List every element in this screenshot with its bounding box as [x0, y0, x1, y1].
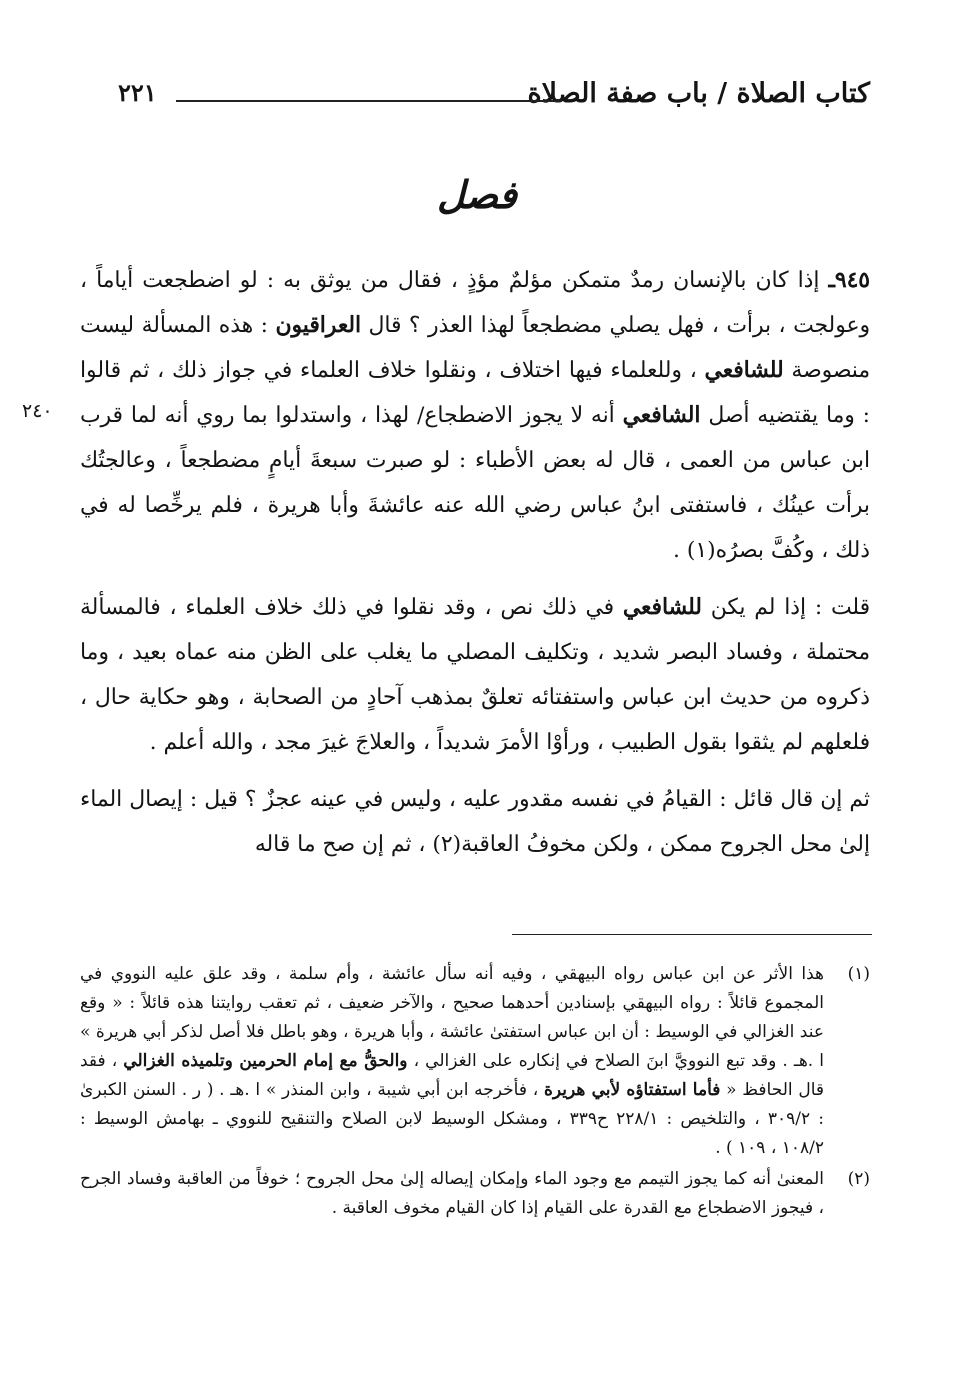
- footnote: [80, 960, 870, 1163]
- text-run: : هذه المسألة ليست منصوصة: [80, 313, 870, 383]
- margin-page-reference: ٢٤٠: [22, 400, 53, 422]
- bold-term: العراقيون: [275, 313, 362, 338]
- footnote-separator: [512, 934, 872, 935]
- text-run: في ذلك نص ، وقد نقلوا في ذلك خلاف العلماء ، فالمسألة محتملة ، وفساد البصر شديد ، وتكليف المصلي ما يغلب على الظن منه عماه بعيد ، وما ذكروه من حديث ابن عباس واستفتائه تعلقٌ بمذهب آحادٍ من الصحابة ، وهو حكاية حال ، فلعلهم لم يثقوا بقول الطبيب ، ورأوْا الأمرَ شديداً ، والعلاجَ غيرَ مجد ، والله أعلم .: [80, 595, 870, 755]
- page-number: ٢٢١: [118, 78, 157, 107]
- bold-term: للشافعي: [622, 595, 702, 620]
- text-run: أنه لا يجوز الاضطجاع/ لهذا ، واستدلوا بما روي أنه لما قرب ابن عباس من العمى ، قال له بعض الأطباء : لو صبرت سبعةَ أيامٍ مضطجعاً ، وعالجتُك برأت عينُك ، فاستفتى ابنُ عباس رضي الله عنه عائشةَ وأبا هريرة ، فلم يرخِّصا له في ذلك ، وكُفَّ بصرُه(١) .: [80, 403, 870, 563]
- section-heading: فصل: [437, 172, 517, 217]
- text-run: المعنىٰ أنه كما يجوز التيمم مع وجود الماء وإمكان إيصاله إلىٰ محل الجروح ؛ خوفاً من العاقبة وفساد الجرح ، فيجوز الاضطجاع مع القدرة على القيام إذا كان القيام مخوف العاقبة .: [80, 1169, 824, 1218]
- footnote: [80, 1165, 870, 1223]
- running-header: [100, 76, 870, 114]
- paragraph: [80, 777, 870, 867]
- footnote-number: (٢): [847, 1169, 870, 1189]
- issue-number: ٩٤٥ـ: [828, 268, 870, 293]
- bold-term: فأما استفتاؤه لأبي هريرة: [543, 1080, 721, 1100]
- bold-term: الشافعي: [622, 403, 701, 428]
- text-run: ، فأخرجه ابن أبي شيبة ، وابن المنذر » ا .هـ . ( ر . السنن الكبرىٰ : ٣٠٩/٢ ، والتلخيص : ٢٢٨/١ ح٣٣٩ ، ومشكل الوسيط لابن الصلاح والتنقيح للنووي ـ بهامش الوسيط : ١٠٨/٢ ، ١٠٩ ) .: [80, 1080, 824, 1158]
- text-run: هذا الأثر عن ابن عباس رواه البيهقي ، وفيه أنه سأل عائشة ، وأم سلمة ، وقد علق عليه النووي في المجموع قائلاً : رواه البيهقي بإسنادين أحدهما صحيح ، والآخر ضعيف ، ثم تعقب روايتنا هذه قائلاً : « وقع عند الغزالي في الوسيط : أن ابن عباس استفتىٰ عائشة ، وأبا هريرة ، وهو باطل فلا أصل لذكر أبي هريرة » ا .هـ . وقد تبع النوويَّ ابنَ الصلاح في إنكاره على الغزالي ،: [80, 964, 824, 1071]
- footnote-number: (١): [847, 964, 870, 984]
- bold-term: والحقُّ مع إمام الحرمين وتلميذه الغزالي: [123, 1051, 408, 1071]
- paragraph: [80, 258, 870, 573]
- text-run: ، فقد قال الحافظ «: [80, 1051, 825, 1100]
- header-title: كتاب الصلاة / باب صفة الصلاة: [527, 78, 870, 109]
- text-run: ثم إن قال قائل : القيامُ في نفسه مقدور عليه ، وليس في عينه عجزٌ ؟ قيل : إيصال الماء إلىٰ محل الجروح ممكن ، ولكن مخوفُ العاقبة(٢) ، ثم إن صح ما قاله: [80, 787, 870, 857]
- bold-term: للشافعي: [704, 358, 784, 383]
- text-run: إذا كان بالإنسان رمدٌ متمكن مؤلمٌ مؤذٍ ، فقال من يوثق به : لو اضطجعت أياماً ، وعولجت ، برأت ، فهل يصلي مضطجعاً لهذا العذر ؟ قال: [80, 268, 870, 338]
- paragraph: [80, 585, 870, 765]
- main-text: [80, 258, 870, 867]
- text-run: ، وللعلماء فيها اختلاف ، ونقلوا خلاف العلماء في جواز ذلك ، ثم قالوا : وما يقتضيه أصل: [80, 358, 870, 428]
- header-rule: [176, 100, 562, 102]
- text-run: قلت : إذا لم يكن: [701, 595, 871, 620]
- footnotes: [80, 960, 870, 1225]
